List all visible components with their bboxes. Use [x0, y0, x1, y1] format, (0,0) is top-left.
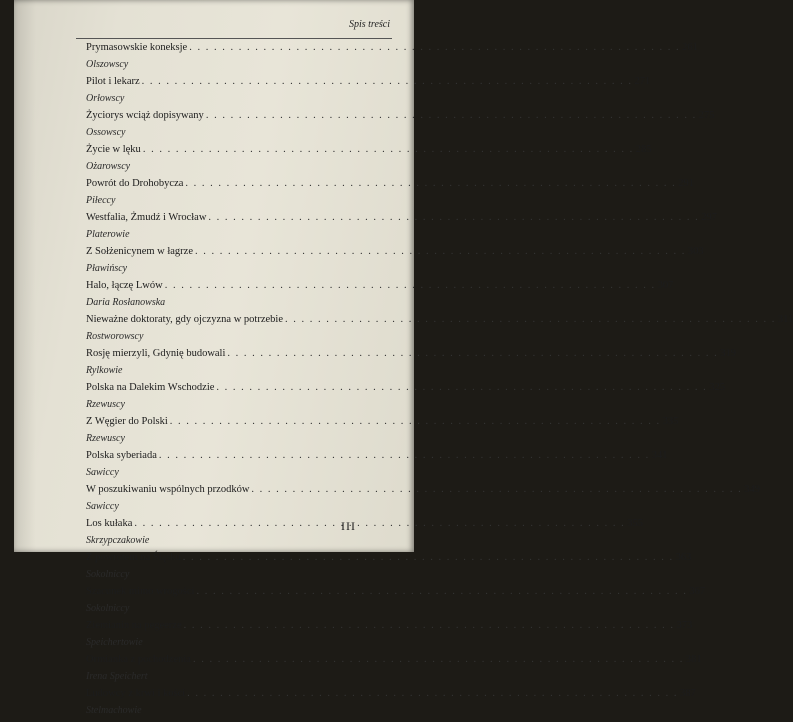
toc-entry-title: Z Sołżenicynem w łagrze — [86, 246, 193, 257]
dot-leader — [216, 382, 707, 393]
toc-entry-author: Platerowie — [86, 229, 130, 240]
toc-entry-line — [86, 382, 726, 397]
dot-leader — [170, 416, 661, 427]
toc-entry-line — [86, 688, 696, 703]
header-rule — [76, 38, 392, 39]
toc-entry-page: 349 — [744, 484, 761, 495]
toc-entry-page: 271 — [634, 76, 651, 87]
toc-entry-author: Rzewuscy — [86, 433, 125, 444]
toc-entry-page: 261 — [682, 42, 698, 53]
toc-entry-title: Ziemianin na pegeerze — [86, 620, 182, 631]
toc-entry — [86, 450, 668, 484]
toc-entry — [86, 484, 761, 518]
toc-entry-page: 373 — [676, 620, 693, 631]
toc-entry-title: Rosję mierzyli, Gdynię budowali — [86, 348, 226, 359]
toc-entry-author: Sawiccy — [86, 467, 119, 478]
toc-entry — [86, 178, 695, 212]
toc-entry-page: 325 — [709, 382, 726, 393]
toc-entry-line — [86, 484, 761, 499]
toc-entry-line — [86, 654, 702, 669]
toc-entry — [86, 246, 704, 280]
toc-entry-page: 311 — [777, 314, 793, 325]
dot-leader — [143, 144, 634, 155]
toc-entry-line — [86, 348, 737, 363]
toc-entry — [86, 416, 679, 450]
dot-leader — [185, 178, 676, 189]
toc-entry-line — [86, 42, 698, 57]
dot-leader — [193, 654, 684, 665]
toc-entry-line — [86, 416, 679, 431]
dot-leader — [206, 110, 697, 121]
toc-entry-title: Halo, łączę Lwów — [86, 280, 163, 291]
toc-entry-line — [86, 620, 693, 635]
dot-leader — [195, 246, 686, 257]
toc-entry-page: 335 — [662, 416, 679, 427]
dot-leader — [187, 688, 678, 699]
toc-entry-line — [86, 144, 652, 159]
toc-entry-author: Sawiccy — [86, 501, 119, 512]
toc-entry — [86, 688, 696, 722]
toc-entry-title: Westfalia, Żmudź i Wrocław — [86, 212, 207, 223]
toc-entry-author: Stelmachowie — [86, 705, 142, 716]
toc-entry-line — [86, 76, 651, 91]
toc-entry-title: Ormianka z pochodzenia — [86, 654, 191, 665]
toc-entry-author: Rostworowscy — [86, 331, 144, 342]
toc-entry-page: 275 — [698, 110, 715, 121]
dot-leader — [227, 348, 718, 359]
toc-entry-page: 303 — [687, 246, 704, 257]
dot-leader — [285, 314, 776, 325]
table-of-contents — [86, 42, 793, 722]
toc-entry-author: Pławińscy — [86, 263, 128, 274]
toc-entry-page: 363 — [675, 552, 692, 563]
toc-entry-line — [86, 246, 704, 261]
toc-entry-author: Rzewuscy — [86, 399, 125, 410]
dot-leader — [159, 450, 650, 461]
dot-leader — [196, 586, 687, 597]
toc-entry-title: Z powrotem na Śląsku — [86, 552, 181, 563]
toc-entry-page: 291 — [678, 178, 695, 189]
toc-entry-page: 319 — [720, 348, 737, 359]
toc-entry — [86, 314, 793, 348]
toc-entry-title: Nieważne doktoraty, gdy ojczyzna w potrzebie — [86, 314, 283, 325]
toc-entry — [86, 110, 715, 144]
toc-entry-title: Pilot i lekarz — [86, 76, 140, 87]
dot-leader — [165, 280, 656, 291]
toc-entry-author: Orłowscy — [86, 93, 125, 104]
dot-leader — [184, 620, 675, 631]
toc-entry-author: Skrzypczakowie — [86, 535, 150, 546]
toc-entry-author: Irena Speichert — [86, 671, 148, 682]
toc-entry — [86, 620, 693, 654]
toc-entry-line — [86, 280, 674, 295]
toc-entry-page: 297 — [701, 212, 718, 223]
toc-entry-author: Piłeccy — [86, 195, 116, 206]
dot-leader — [251, 484, 742, 495]
toc-entry-title: Los kułaka — [86, 518, 133, 529]
toc-entry-author: Sokolniccy — [86, 569, 130, 580]
toc-entry-author: Speichertowie — [86, 637, 143, 648]
dot-leader — [134, 518, 625, 529]
toc-entry-line — [86, 450, 668, 465]
toc-entry-page: 307 — [657, 280, 674, 291]
toc-entry-title: Powrót do Drohobycza — [86, 178, 184, 189]
toc-entry-page: 341 — [651, 450, 668, 461]
toc-entry — [86, 552, 692, 586]
toc-entry-line — [86, 314, 793, 329]
toc-entry-line — [86, 552, 692, 567]
toc-entry-page: 387 — [680, 688, 696, 699]
running-head: Spis treści — [348, 19, 390, 30]
dot-leader — [189, 42, 680, 53]
toc-entry-author: Daria Rosłanowska — [86, 297, 166, 308]
toc-entry-title: Polska na Dalekim Wschodzie — [86, 382, 215, 393]
toc-entry-author: Ossowscy — [86, 127, 126, 138]
toc-entry — [86, 586, 706, 620]
toc-entry — [86, 212, 718, 246]
toc-entry — [86, 280, 674, 314]
toc-entry-title: Z Węgier do Polski — [86, 416, 168, 427]
toc-entry-title: Ludowcy z krwi i kości — [86, 688, 186, 699]
toc-entry-page: 367 — [689, 586, 706, 597]
toc-entry — [86, 42, 698, 76]
toc-entry-author: Ożarowscy — [86, 161, 131, 172]
dot-leader — [142, 76, 633, 87]
toc-entry-author: Olszowscy — [86, 59, 129, 70]
dot-leader — [208, 212, 699, 223]
toc-entry — [86, 348, 737, 382]
toc-entry-line — [86, 110, 715, 125]
toc-entry-title: Życiorys wciąż dopisywany — [86, 110, 204, 121]
toc-entry-page: 285 — [635, 144, 652, 155]
toc-entry-title: Polska syberiada — [86, 450, 157, 461]
toc-entry-title: Prymasowskie koneksje — [86, 42, 188, 53]
toc-entry-title: W poszukiwaniu wspólnych przodków — [86, 484, 250, 495]
toc-entry-author: Rylkowie — [86, 365, 123, 376]
toc-entry — [86, 654, 702, 688]
toc-entry-title: Szacunek mimo wrogości — [86, 586, 195, 597]
dot-leader — [183, 552, 674, 563]
toc-entry-line — [86, 586, 706, 601]
toc-entry-line — [86, 212, 718, 227]
toc-entry-page: 381 — [685, 654, 702, 665]
toc-entry-page: 355 — [627, 518, 643, 529]
toc-entry — [86, 144, 652, 178]
toc-entry-line — [86, 178, 695, 193]
toc-entry — [86, 76, 651, 110]
toc-entry-title: Życie w lęku — [86, 144, 141, 155]
toc-entry-author: Sokolniccy — [86, 603, 130, 614]
toc-entry — [86, 382, 726, 416]
book-page — [14, 0, 793, 716]
page-number: III — [341, 519, 356, 533]
